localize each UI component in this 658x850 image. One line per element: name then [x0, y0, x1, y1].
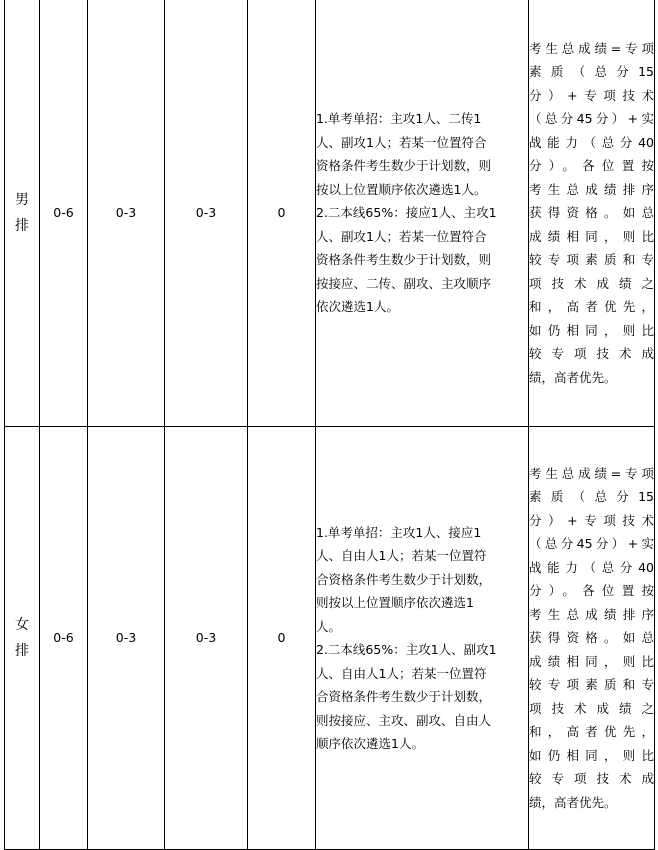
score-line: 项技术成绩之: [529, 275, 654, 291]
count-cell: 0: [248, 0, 316, 427]
score-line: 考生总成绩=专项: [529, 40, 654, 56]
table-row: [5, 427, 655, 850]
range-cell: 0-3: [165, 427, 248, 850]
score-rule-cell: [529, 427, 655, 850]
table-row: [5, 0, 655, 427]
score-line: 分）+专项技术: [529, 512, 654, 528]
rule-line: 依次遴选1人。: [316, 299, 399, 315]
score-line: 较专项技术成: [529, 346, 654, 362]
rule-line: 资格条件考生数少于计划数，则: [316, 252, 492, 268]
score-line: 分）。各位置按: [529, 583, 654, 599]
score-line: 如仍相同，则比: [529, 322, 654, 338]
score-line: 较专项技术成: [529, 771, 654, 787]
rule-line: 则按以上位置顺序依次遴选1: [316, 595, 474, 610]
score-line: 分）。各位置按: [529, 158, 654, 174]
score-line: 考生总成绩=专项: [529, 465, 654, 481]
rule-line: 合资格条件考生数少于计划数，: [316, 571, 492, 587]
rule-line: 合资格条件考生数少于计划数，: [316, 689, 492, 704]
score-line: （总分45分）+实: [529, 111, 654, 127]
score-line: 成绩相同，则比: [529, 228, 654, 244]
sport-cell: [5, 0, 40, 427]
score-line: 考生总成绩排序: [529, 181, 654, 197]
rule-line: 人。: [316, 618, 342, 634]
rule-line: 按以上位置顺序依次遴选1人。: [316, 181, 487, 197]
score-rule-cell: [529, 0, 655, 427]
rule-line: 人、副攻1人；若某一位置符合: [316, 134, 487, 150]
rule-line: 1.单考单招：主攻1人、二传1: [316, 111, 482, 127]
sport-cell: [5, 427, 40, 850]
sport-char: 排: [15, 643, 29, 659]
rule-line: 1.单考单招：主攻1人、接应1: [316, 524, 482, 540]
sport-char: 排: [15, 218, 29, 234]
selection-rule-cell: [316, 427, 529, 850]
rule-line: 2.二本线65%：接应1人、主攻1: [316, 205, 497, 221]
rule-line: 人、自由人1人；若某一位置符: [316, 548, 487, 563]
rule-line: 按接应、二传、副攻、主攻顺序: [316, 275, 492, 291]
range-cell: 0-6: [40, 0, 88, 427]
range-cell: 0-6: [40, 427, 88, 850]
range-cell: 0-3: [88, 427, 165, 850]
rule-line: 人、副攻1人；若某一位置符合: [316, 228, 487, 244]
score-line: 绩，高者优先。: [529, 369, 617, 385]
score-line: 较专项素质和专: [529, 252, 654, 268]
rule-line: 顺序依次遴选1人。: [316, 736, 424, 751]
sport-char: 男: [15, 192, 29, 208]
score-line: 战能力（总分40: [529, 559, 654, 575]
score-line: 获得资格。如总: [529, 630, 654, 646]
score-line: 获得资格。如总: [529, 205, 654, 221]
selection-rule-cell: [316, 0, 529, 427]
score-line: 素质（总分15: [529, 489, 654, 505]
rule-line: 2.二本线65%：主攻1人、副攻1: [316, 642, 497, 657]
score-line: 成绩相同，则比: [529, 653, 654, 669]
score-line: 分）+专项技术: [529, 87, 654, 103]
score-line: 素质（总分15: [529, 64, 654, 80]
score-line: 项技术成绩之: [529, 700, 654, 716]
count-cell: 0: [248, 427, 316, 850]
score-line: （总分45分）+实: [529, 536, 654, 552]
score-line: 和，高者优先，: [529, 299, 654, 315]
score-line: 战能力（总分40: [529, 134, 654, 150]
score-line: 绩，高者优先。: [529, 794, 617, 810]
score-line: 和，高者优先，: [529, 724, 654, 740]
score-line: 如仍相同，则比: [529, 747, 654, 763]
score-line: 较专项素质和专: [529, 677, 654, 693]
score-line: 考生总成绩排序: [529, 606, 654, 622]
rule-line: 则按接应、主攻、副攻、自由人: [316, 712, 492, 728]
range-cell: 0-3: [88, 0, 165, 427]
range-cell: 0-3: [165, 0, 248, 427]
admission-table: [4, 0, 655, 850]
rule-line: 资格条件考生数少于计划数，则: [316, 158, 492, 174]
rule-line: 人、自由人1人；若某一位置符: [316, 665, 487, 681]
sport-char: 女: [15, 617, 29, 633]
